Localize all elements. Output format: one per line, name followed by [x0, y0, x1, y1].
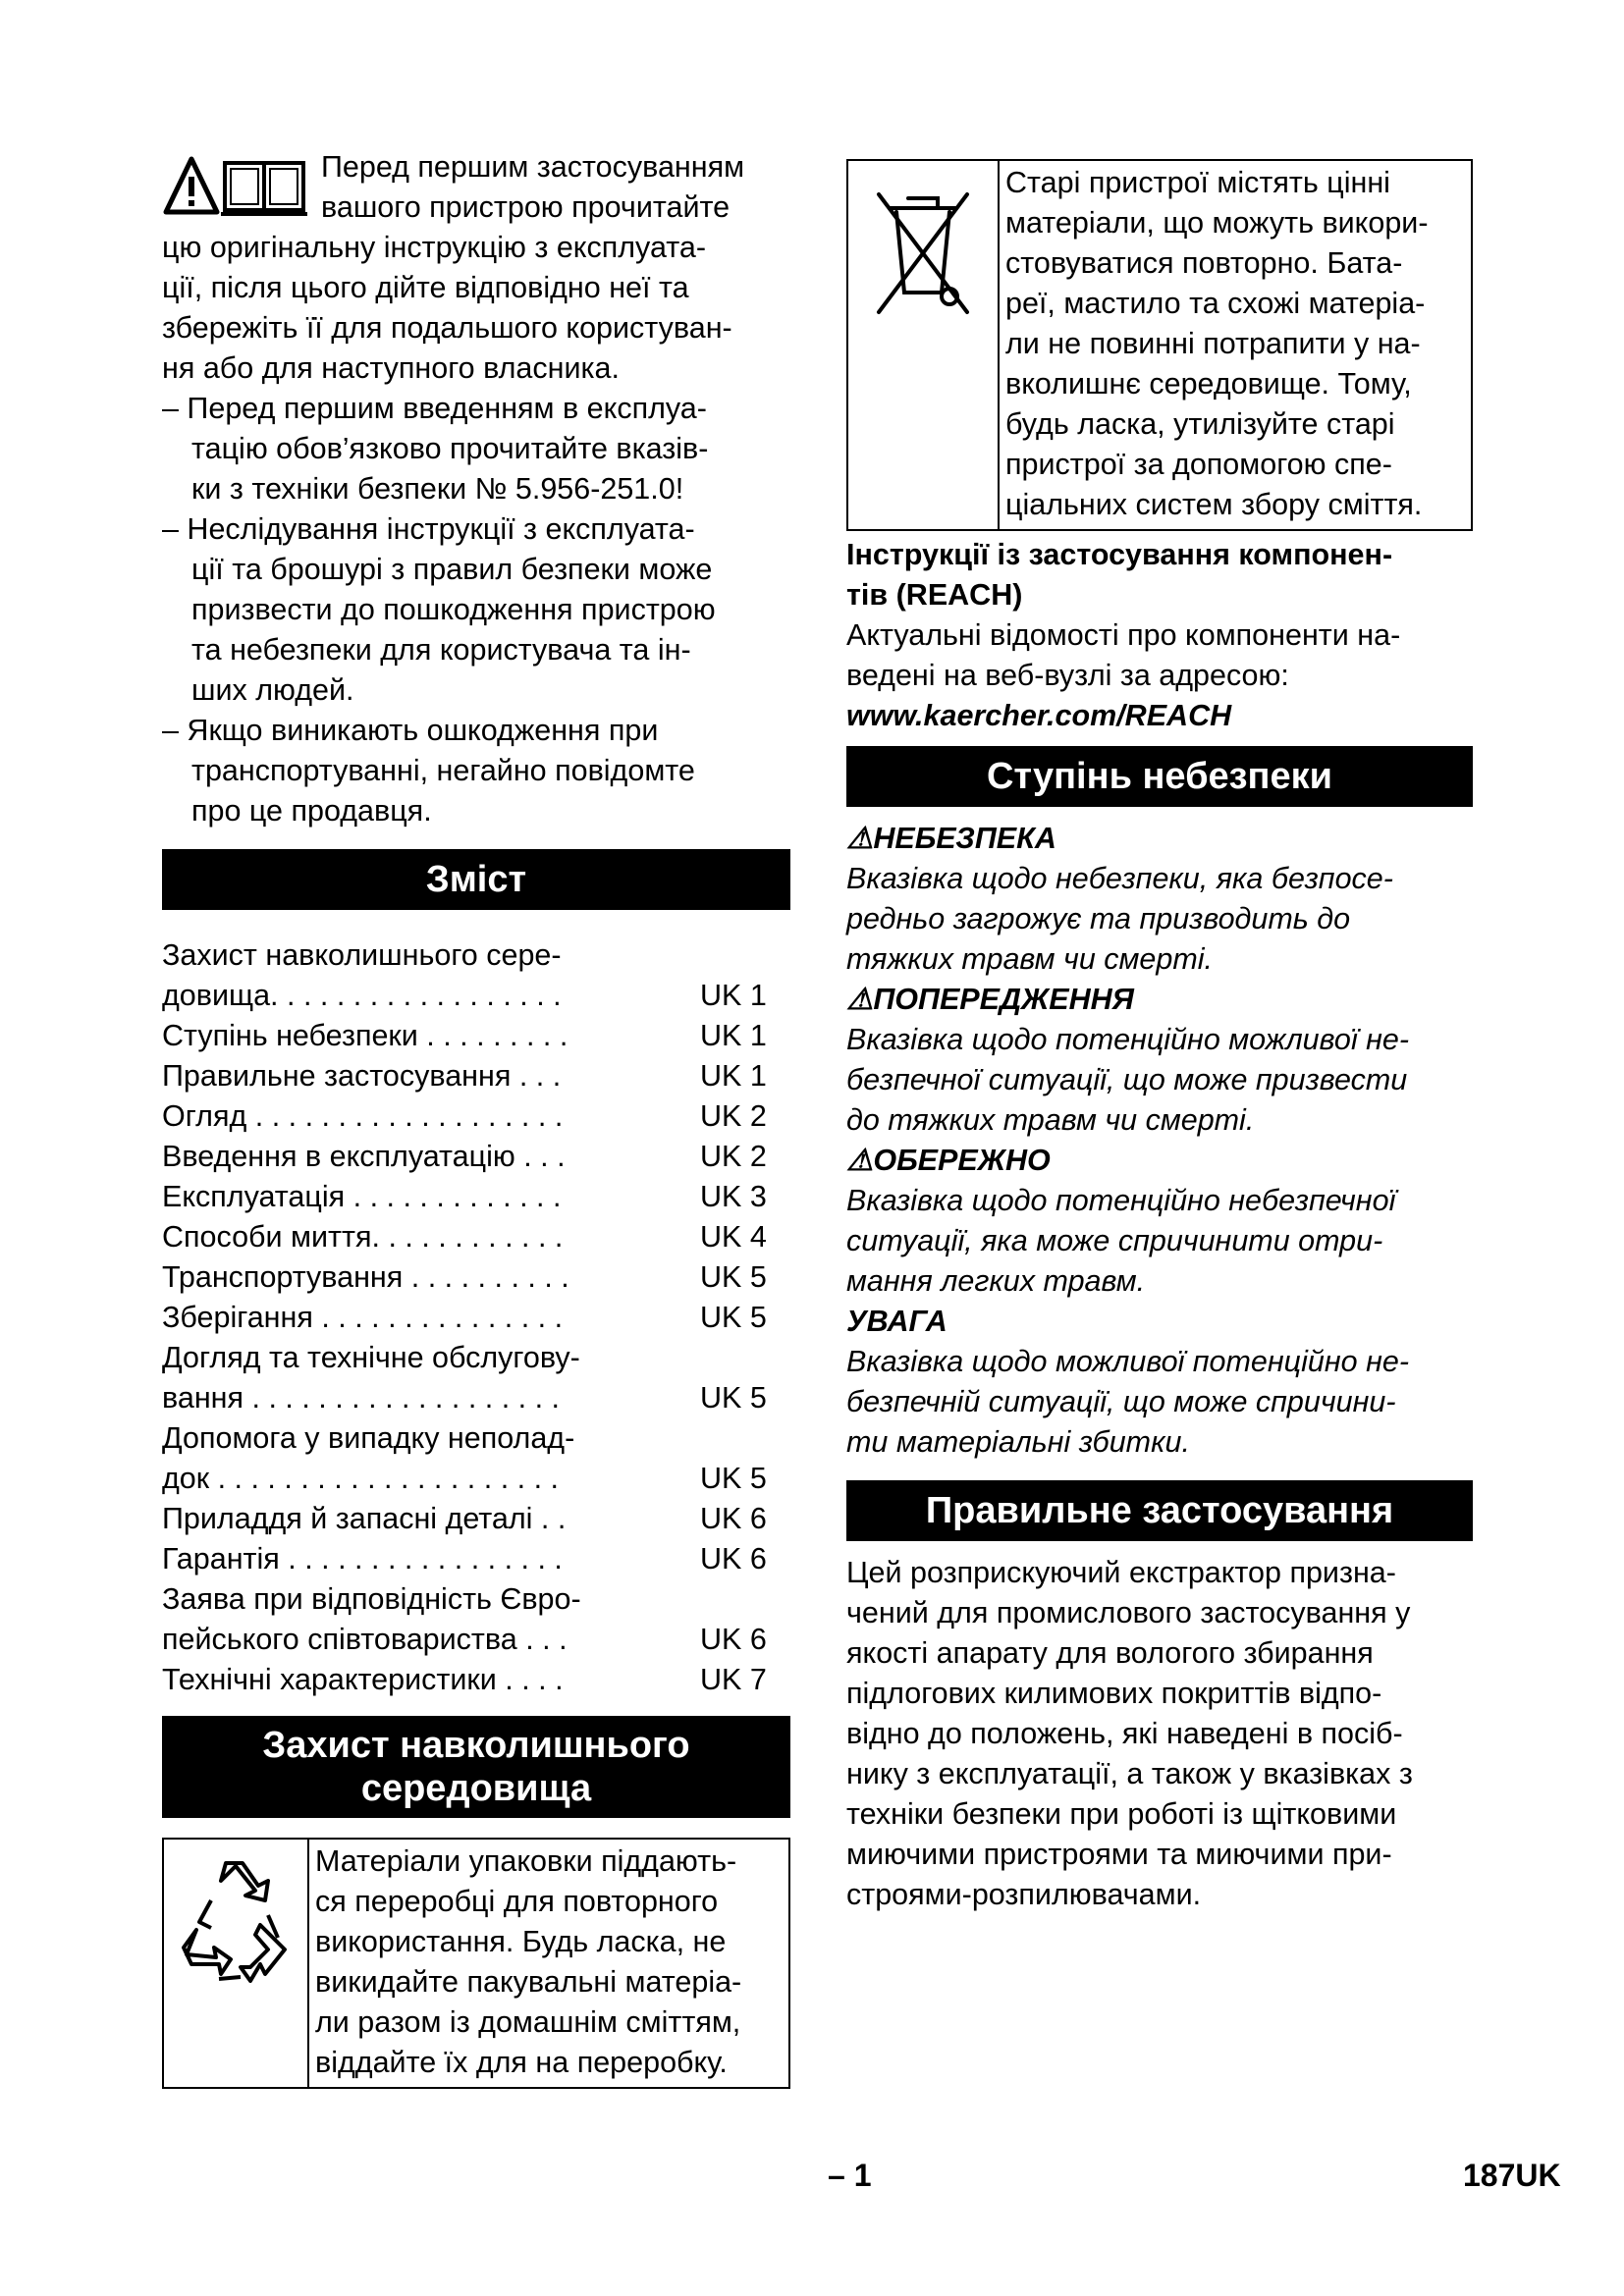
toc-entry-title: Огляд . . . . . . . . . . . . . . . . . . .: [162, 1099, 564, 1133]
toc-entry-title: довища. . . . . . . . . . . . . . . . . .: [162, 979, 562, 1012]
toc-entry-page: UK 6: [700, 1502, 767, 1535]
old-devices-line: стовуватися повторно. Бата-: [1005, 246, 1403, 280]
old-devices-line: Старі пристрої містять цінні: [1005, 166, 1390, 199]
toc-entry-title: Технічні характеристики . . . .: [162, 1663, 564, 1696]
reach-body: ведені на веб-вузлі за адресою:: [846, 659, 1289, 692]
toc-entry-page: UK 5: [700, 1462, 767, 1495]
toc-entry[interactable]: [162, 1016, 790, 1056]
proper-use-line: нику з експлуатації, а також у вказівках з: [846, 1757, 1413, 1790]
toc-entry-page: UK 5: [700, 1301, 767, 1334]
toc-entry-title: Транспортування . . . . . . . . . .: [162, 1260, 569, 1294]
bullet-line: тацію обов’язково прочитайте вказів-: [191, 432, 709, 465]
reach-title: Інструкції із застосування компонен-: [846, 538, 1393, 571]
recycle-icon: [182, 1861, 290, 1989]
hazard-text: Вказівка щодо потенційно можливої не-: [846, 1023, 1409, 1056]
toc-entry-page: UK 2: [700, 1099, 767, 1133]
hazard-text: Вказівка щодо потенційно небезпечної: [846, 1184, 1396, 1217]
toc-entry-title: док . . . . . . . . . . . . . . . . . . . . .: [162, 1462, 560, 1495]
intro-bullet: [162, 711, 790, 831]
hazard-label: ⚠ОБЕРЕЖНО: [846, 1144, 1051, 1177]
bullet-line: ки з техніки безпеки № 5.956-251.0!: [191, 472, 684, 506]
bullet-line: ших людей.: [191, 673, 354, 707]
proper-use-line: техніки безпеки при роботі із щітковими: [846, 1797, 1397, 1831]
toc-entry[interactable]: [162, 1499, 790, 1539]
intro-section: [162, 147, 790, 831]
packaging-line: ли разом із домашнім сміттям,: [315, 2005, 741, 2039]
intro-line: збережіть її для подальшого користуван-: [162, 311, 732, 345]
toc-entry-title: Захист навколишнього сере-: [162, 938, 562, 972]
old-devices-line: матеріали, що можуть викори-: [1005, 206, 1429, 240]
toc-entry-page: UK 1: [700, 1019, 767, 1052]
environment-heading-line: середовища: [360, 1768, 592, 1809]
bullet-line: – Якщо виникають ошкодження при: [162, 714, 659, 747]
intro-line: вашого пристрою прочитайте: [321, 190, 731, 224]
proper-use-line: миючими пристроями та миючими при-: [846, 1838, 1392, 1871]
toc-entry-title: Гарантія . . . . . . . . . . . . . . . . .: [162, 1542, 563, 1575]
toc-entry[interactable]: [162, 1418, 790, 1499]
bullet-line: призвести до пошкодження пристрою: [191, 593, 716, 626]
hazard-label: ⚠НЕБЕЗПЕКА: [846, 822, 1056, 855]
toc-entry[interactable]: [162, 1096, 790, 1137]
bullet-line: – Неслідування інструкції з експлуата-: [162, 512, 695, 546]
hazard-text: безпечної ситуації, що може призвести: [846, 1063, 1408, 1096]
toc-entry[interactable]: [162, 1660, 790, 1700]
hazard-heading: Ступінь небезпеки: [846, 746, 1473, 807]
proper-use-line: відно до положень, які наведені в посіб-: [846, 1717, 1403, 1750]
packaging-line: використання. Будь ласка, не: [315, 1925, 727, 1958]
toc-entry[interactable]: [162, 935, 790, 1016]
old-devices-line: будь ласка, утилізуйте старі: [1005, 407, 1395, 441]
toc-entry-title: Введення в експлуатацію . . .: [162, 1140, 566, 1173]
proper-use-line: чений для промислового застосування у: [846, 1596, 1411, 1629]
hazard-text: редньо загрожує та призводить до: [846, 902, 1351, 935]
proper-use-line: Цей розприскуючий екстрактор призна-: [846, 1556, 1396, 1589]
bullet-line: – Перед першим введенням в експлуа-: [162, 392, 707, 425]
reach-section: [846, 535, 1473, 736]
hazard-level-caution: [846, 1141, 1473, 1302]
intro-bullet: [162, 389, 790, 509]
intro-line: цю оригінальну інструкцію з експлуата-: [162, 231, 707, 264]
hazard-text: безпечній ситуації, що може спричини-: [846, 1385, 1396, 1418]
packaging-line: віддайте їх для на переробку.: [315, 2046, 728, 2079]
proper-use-line: підлогових килимових покриттів відпо-: [846, 1677, 1382, 1710]
proper-use-heading: Правильне застосування: [846, 1480, 1473, 1541]
proper-use-line: строями-розпилювачами.: [846, 1878, 1202, 1911]
old-devices-line: ціальних систем збору сміття.: [1005, 488, 1423, 521]
recycle-icon-cell: [164, 1840, 309, 2087]
right-column: [846, 159, 1473, 1915]
hazard-text: Вказівка щодо можливої потенційно не-: [846, 1345, 1409, 1378]
toc-entry-page: UK 5: [700, 1381, 767, 1415]
reach-url-link[interactable]: www.kaercher.com/REACH: [846, 699, 1232, 732]
toc-entry[interactable]: [162, 1338, 790, 1418]
page-code: 187UK: [1463, 2158, 1561, 2193]
toc-entry-title: Заява при відповідність Євро-: [162, 1582, 581, 1616]
packaging-line: Матеріали упаковки піддають-: [315, 1844, 737, 1878]
bin-icon-cell: [848, 161, 1000, 529]
crossed-out-bin-icon: [869, 187, 977, 324]
toc-entry-page: UK 7: [700, 1663, 767, 1696]
toc-entry-title: Ступінь небезпеки . . . . . . . . .: [162, 1019, 568, 1052]
environment-heading-line: Захист навколишнього: [262, 1725, 690, 1766]
bullet-line: ції та брошурі з правил безпеки може: [191, 553, 713, 586]
hazard-label: УВАГА: [846, 1305, 947, 1338]
page-number: – 1: [828, 2158, 872, 2193]
toc-entry-title: Правильне застосування . . .: [162, 1059, 562, 1093]
toc-entry-title: вання . . . . . . . . . . . . . . . . . . .: [162, 1381, 561, 1415]
proper-use-line: якості апарату для вологого збирання: [846, 1636, 1374, 1670]
toc-entry-title: Експлуатація . . . . . . . . . . . . .: [162, 1180, 562, 1213]
toc-entry[interactable]: [162, 1056, 790, 1096]
proper-use-text: [846, 1553, 1473, 1915]
hazard-level-danger: [846, 819, 1473, 980]
hazard-text: ситуації, яка може спричинити отри-: [846, 1224, 1383, 1257]
toc-entry[interactable]: [162, 1579, 790, 1660]
toc-entry-title: Догляд та технічне обслугову-: [162, 1341, 580, 1374]
toc-entry-page: UK 1: [700, 1059, 767, 1093]
hazard-text: мання легких травм.: [846, 1264, 1146, 1298]
toc-entry-page: UK 5: [700, 1260, 767, 1294]
toc-entry-title: Приладдя й запасні деталі . .: [162, 1502, 567, 1535]
toc-entry[interactable]: [162, 1539, 790, 1579]
hazard-level-warning: [846, 980, 1473, 1141]
reach-body: Актуальні відомості про компоненти на-: [846, 618, 1401, 652]
toc-entry[interactable]: [162, 1298, 790, 1338]
left-column: [162, 147, 790, 2089]
hazard-text: Вказівка щодо небезпеки, яка безпосе-: [846, 862, 1393, 895]
reach-title: тів (REACH): [846, 578, 1023, 612]
environment-heading: [162, 1716, 790, 1818]
intro-bullet: [162, 509, 790, 711]
bullet-line: та небезпеки для користувача та ін-: [191, 633, 691, 667]
old-devices-text: [1000, 161, 1471, 529]
hazard-text: тяжких травм чи смерті.: [846, 942, 1214, 976]
packaging-note: [162, 1838, 790, 2089]
old-devices-line: пристрої за допомогою спе-: [1005, 448, 1392, 481]
packaging-text: [309, 1840, 788, 2087]
hazard-text: до тяжких травм чи смерті.: [846, 1103, 1255, 1137]
bullet-line: транспортуванні, негайно повідомте: [191, 754, 695, 787]
hazard-level-notice: [846, 1302, 1473, 1463]
toc-entry-page: UK 2: [700, 1140, 767, 1173]
old-devices-line: реї, мастило та схожі матеріа-: [1005, 287, 1426, 320]
toc-entry-page: UK 6: [700, 1542, 767, 1575]
hazard-levels: [846, 819, 1473, 1463]
toc-entry-title: пейського співтовариства . . .: [162, 1623, 568, 1656]
bullet-line: про це продавця.: [191, 794, 432, 828]
toc-entry-title: Способи миття. . . . . . . . . . . .: [162, 1220, 564, 1254]
packaging-line: викидайте пакувальні матеріа-: [315, 1965, 742, 1999]
toc-entry[interactable]: [162, 1217, 790, 1257]
toc-heading: Зміст: [162, 849, 790, 910]
intro-line: Перед першим застосуванням: [321, 150, 745, 184]
toc-entry-page: UK 6: [700, 1623, 767, 1656]
hazard-text: ти матеріальні збитки.: [846, 1425, 1190, 1459]
old-devices-note: [846, 159, 1473, 531]
toc-entry-title: Допомога у випадку неполад-: [162, 1421, 575, 1455]
toc-entry-page: UK 3: [700, 1180, 767, 1213]
old-devices-line: ли не повинні потрапити у на-: [1005, 327, 1421, 360]
toc-entry-page: UK 4: [700, 1220, 767, 1254]
intro-line: ня або для наступного власника.: [162, 351, 620, 385]
toc-entry[interactable]: [162, 1137, 790, 1177]
hazard-label: ⚠ПОПЕРЕДЖЕННЯ: [846, 983, 1134, 1016]
toc-entry-title: Зберігання . . . . . . . . . . . . . . .: [162, 1301, 564, 1334]
toc-entry[interactable]: [162, 1257, 790, 1298]
toc-entry[interactable]: [162, 1177, 790, 1217]
packaging-line: ся переробці для повторного: [315, 1885, 719, 1918]
table-of-contents: [162, 935, 790, 1700]
old-devices-line: вколишнє середовище. Тому,: [1005, 367, 1412, 400]
toc-entry-page: UK 1: [700, 979, 767, 1012]
warning-read-manual-icon: [162, 153, 309, 218]
intro-line: ції, після цього дійте відповідно неї та: [162, 271, 689, 304]
